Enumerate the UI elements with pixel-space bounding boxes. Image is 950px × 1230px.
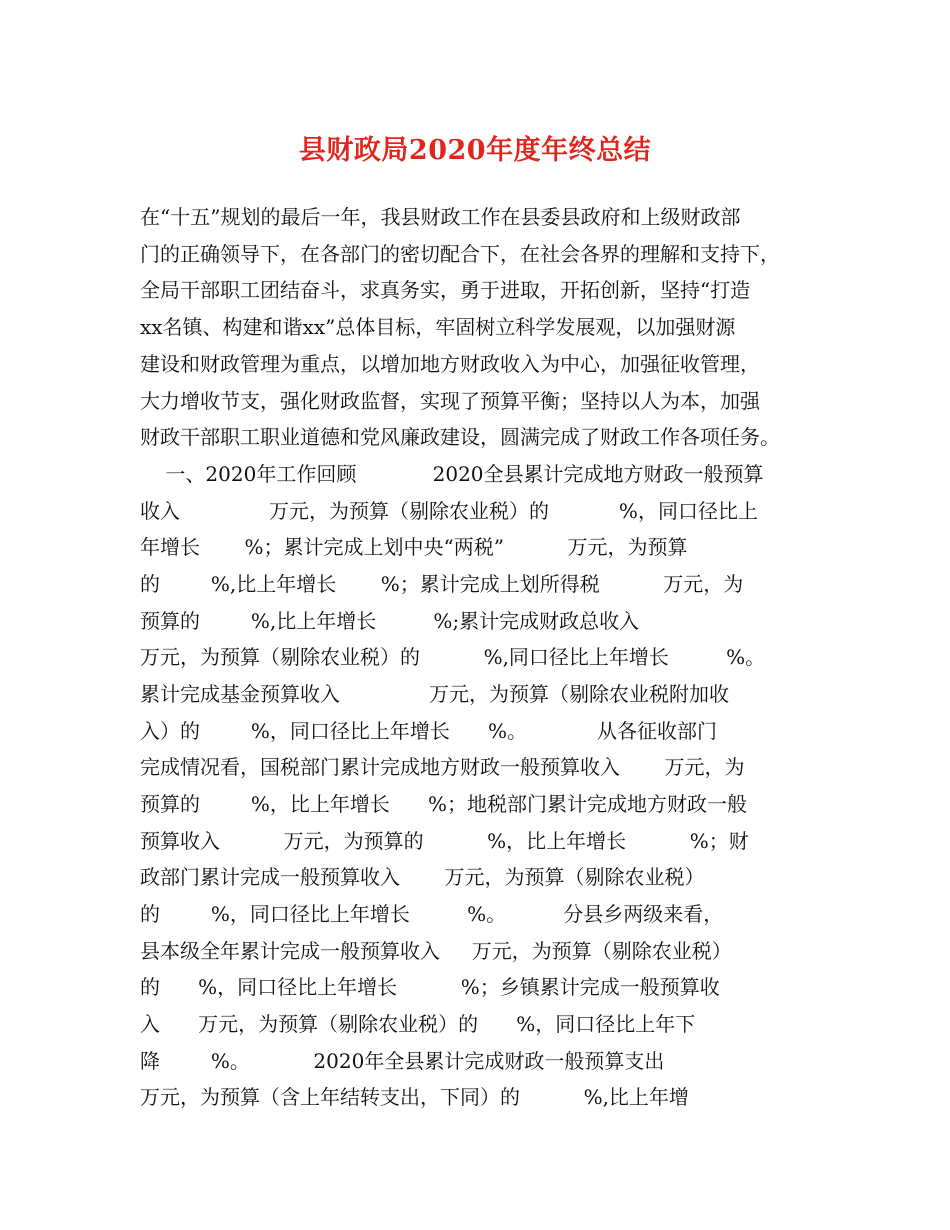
body-line: 预算的 %,比上年增长 %;累计完成财政总收入 [140, 609, 640, 633]
body-line: 预算的 %，比上年增长 %；地税部门累计完成地方财政一般 [140, 792, 748, 816]
body-line: 的 %，同口径比上年增长 %。 分县乡两级来看， [140, 902, 724, 926]
body-line: 的 %,比上年增长 %；累计完成上划所得税 万元，为 [140, 572, 744, 596]
body-line: 预算收入 万元，为预算的 %，比上年增长 %；财 [140, 829, 749, 853]
document-title: 县财政局2020年度年终总结 [298, 135, 652, 166]
body-line: 建设和财政管理为重点，以增加地方财政收入为中心，加强征收管理， [140, 352, 760, 376]
body-line: 的 %，同口径比上年增长 %；乡镇累计完成一般预算收 [140, 975, 720, 999]
body-line: 年增长 %；累计完成上划中央“两税” 万元，为预算 [140, 535, 688, 559]
body-line: 万元，为预算（剔除农业税）的 %,同口径比上年增长 %。 [140, 645, 766, 669]
body-line: 全局干部职工团结奋斗，求真务实，勇于进取，开拓创新，坚持“打造 [140, 278, 751, 302]
body-line: 降 %。 2020年全县累计完成财政一般预算支出 [140, 1049, 665, 1073]
body-line: 完成情况看，国税部门累计完成地方财政一般预算收入 万元，为 [140, 755, 745, 779]
body-line: 累计完成基金预算收入 万元，为预算（剔除农业税附加收 [140, 682, 730, 706]
body-line: 万元，为预算（含上年结转支出，下同）的 %,比上年增 [140, 1085, 689, 1109]
body-line: 政部门累计完成一般预算收入 万元，为预算（剔除农业税） [140, 865, 705, 889]
body-line: 财政干部职工职业道德和党风廉政建设，圆满完成了财政工作各项任务。 [140, 425, 780, 449]
body-line: 入）的 %，同口径比上年增长 %。 从各征收部门 [140, 719, 717, 743]
body-line: 入 万元，为预算（剔除农业税）的 %，同口径比上年下 [140, 1012, 696, 1036]
body-line: 大力增收节支，强化财政监督，实现了预算平衡；坚持以人为本，加强 [140, 389, 760, 413]
body-line: 一、2020年工作回顾 2020全县累计完成地方财政一般预算 [140, 462, 764, 486]
body-line: 县本级全年累计完成一般预算收入 万元，为预算（剔除农业税） [140, 939, 732, 963]
body-line: 在“十五”规划的最后一年，我县财政工作在县委县政府和上级财政部 [140, 205, 741, 229]
body-line: 门的正确领导下，在各部门的密切配合下，在社会各界的理解和支持下， [140, 242, 780, 266]
body-line: xx名镇、构建和谐xx”总体目标，牢固树立科学发展观，以加强财源 [140, 315, 736, 339]
body-line: 收入 万元，为预算（剔除农业税）的 %，同口径比上 [140, 499, 758, 523]
